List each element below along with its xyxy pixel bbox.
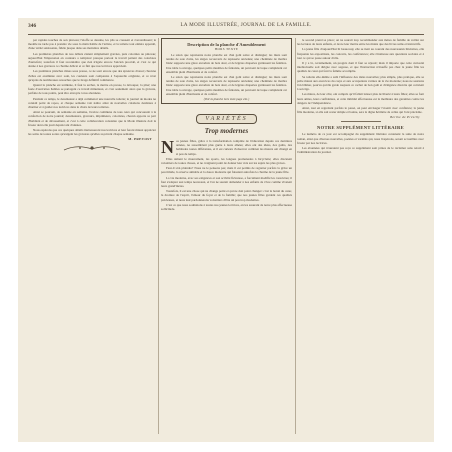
paragraph: Les premières planches mises sous presse, ce ne sont encore que des épreuves d'essai; chacune d'elles est examinée avec soin, les couleurs sont comparées à l'aquarelle originale, et ce n'est qu'après de nombreuses retouches que le tirage définitif commence. [28, 69, 156, 82]
lead-paragraph [161, 139, 292, 156]
article-title: Trop modernes [204, 127, 249, 136]
paragraph: Sa toilette elle-même a subi l'influence des idées nouvelles; plus simple, plus pratique, elle se prête mieux aux exercices du corps et aux occupations variées de la vie moderne; nous ne saurions l'en blâmer, pourvu qu'elle garde toujours ce cachet de bon goût et d'élégance discrète qui convient à son âge. [297, 74, 424, 92]
section-header [161, 107, 292, 125]
paragraph: La jeune fille d'aujourd'hui lit beaucoup; elle se tient au courant des nouveautés littéraires, elle fréquente les expositions, les concerts, les conférences; elle s'intéresse aux questions sociales et à tout ce qui se passe autour d'elle. [297, 47, 424, 60]
header-rule [28, 34, 424, 35]
paragraph: La vie moderne, avec ses exigences et son activité fiévreuse, a forcément modifié les caractères; il faut s'adapter aux temps nouveaux, et l'on ne saurait demander à nos enfants de vivre comme vivaient leurs grand'mères. [161, 175, 292, 189]
box-text: Le salon que représente notre planche est d'un goût sobre et distingué; les murs sont tendus de soie claire, les sièges recouverts de tapisserie ancienne; une cheminée de marbre blanc supporte une glace encadrée de bois doré, et de légères draperies garnissent les fenêtres. Une table à ouvrage, quelques petits meubles de fantaisie, un paravent de laque complètent cet ensemble plein d'harmonie et de confort. [166, 53, 287, 74]
paragraph: Les premières planches de nos débuts étaient simplement gravées, puis coloriées au pinceau; aujourd'hui l'impression en couleurs a remplacé presque partout le travail patient des coloristes d'autrefois; toutefois il faut reconnaître que rien n'égale encore l'ancien procédé, et c'est ce qui donne à nos gravures ce charme délicat et ce fini que nos lectrices apprécient. [28, 51, 156, 69]
column-divider [295, 38, 296, 434]
paragraph: Quand la planche est terminée, il faut la sécher, la mettre en presse, la découper, la plier; une foule d'ouvrières habiles se partagent ce travail minutieux, et c'est seulement alors que la gravure, parfaite de tous points, peut être envoyée à nos abonnées. [28, 83, 156, 96]
paragraph: Faut-il s'en plaindre? Nous ne le pensons pas; mais il est permis de regretter parfois la grâce un peu timide, la réserve aimable et la douce modestie qui faisaient autrefois le charme de la jeune fille. [161, 166, 292, 175]
paragraph: Toutefois, il est une chose qui ne change point et qui ne doit point changer: c'est la bonté du cœur, la droiture de l'esprit, l'amour du foyer et de la famille; que nos jeunes filles gardent ces qualités précieuses, et nous leur pardonnerons volontiers d'être un peu trop modernes. [161, 189, 292, 202]
author-signature: M. PREVOST [128, 137, 152, 142]
paragraph: C'est ce que nous souhaitons à toutes nos jeunes lectrices, en les assurant de notre plus affectueuse sollicitude. [161, 202, 292, 212]
right-column [297, 38, 424, 434]
paragraph: Ainsi, tout en regrettant parfois le passé, on peut envisager l'avenir avec confiance; la jeune fille moderne, si elle sait rester simple et bonne, sera la digne héritière de celles qui l'ont précédée. [297, 106, 424, 115]
drop-cap: N [161, 137, 174, 158]
paragraph: Ainsi se poursuit, de semaine en semaine, l'œuvre commune de tous ceux qui concourent à la confection de notre journal; dessinateurs, graveurs, imprimeurs, coloristes, chacun apporte sa part d'habileté et de dévouement, et c'est à cette collaboration constante que la Mode illustrée doit la faveur dont elle jouit depuis tant d'années. [28, 110, 156, 127]
bulletin-paragraph: Les abonnées qui n'auraient pas reçu ce supplément sont priées de le réclamer sans retard à l'administration du journal. [297, 146, 424, 155]
page-number: 346 [28, 23, 37, 29]
paragraph: le second prend sa place; on ne saurait trop recommander aux mères de famille de veiller sur les lectures de leurs enfants, et de ne leur mettre entre les mains que des livres sains et instructifs. [297, 38, 424, 47]
paragraph: par rapides touches de son pinceau; l'étoffe se dessine, les plis se creusent et s'arrondissent; le modèle ne tarde pas à prendre vie sous la main habile de l'artiste, et la toilette tout entière apparaît, d'une vérité saisissante, fidèle jusque dans ses moindres détails. [28, 38, 156, 51]
paragraph: Elles aiment le mouvement, les sports, les longues promenades à bicyclette; elles discutent volontiers de toutes choses, et ne craignent point de donner leur avis sur les sujets les plus graves. [161, 156, 292, 166]
furniture-plate-box [161, 38, 292, 104]
tailpiece-ornament [62, 143, 122, 153]
paragraph: Pendant ce temps, le dessinateur a déjà commencé une nouvelle toilette; le journal de modes ne connaît point de repos, et chaque semaine voit naître ainsi de nouvelles créations destinées à charmer et à guider nos lectrices dans le choix de leurs toilettes. [28, 96, 156, 110]
left-column [28, 38, 156, 434]
box-caption: (Voir la planche hors texte page 241.) [203, 97, 250, 102]
paragraph: Nous espérons que ces quelques détails intéresseront nos lectrices et leur feront mieux apprécier les soins de toutes sortes qu'exigent les gravures qu'elles reçoivent chaque semaine. [28, 128, 156, 137]
box-subtitle: HORS TEXTE [214, 47, 239, 51]
lead-text: os jeunes filles, grâce à la transformation complète de l'éducation depuis ces dernières années, ne ressemblent plus guère à leurs aînées; elles ont des idées, des goûts, des habitudes toutes différentes, et il est curieux d'observer combien les mœurs ont changé en si peu de temps. [176, 139, 292, 156]
bulletin-title: NOTRE SUPPLÉMENT LITTÉRAIRE [317, 125, 404, 131]
box-text: Le salon que représente notre planche est d'un goût sobre et distingué; les murs sont tendus de soie claire, les sièges recouverts de tapisserie ancienne; une cheminée de marbre blanc supporte une glace encadrée de bois doré, et de légères draperies garnissent les fenêtres. Une table à ouvrage, quelques petits meubles de fantaisie, un paravent de laque complètent cet ensemble plein d'harmonie et de confort. [166, 75, 287, 96]
bulletin-paragraph: Le numéro de ce jour est accompagné du supplément littéraire contenant la suite de notre roman, ainsi que diverses nouvelles, poésies et variétés qui, nous l'espérons, seront accueillies avec faveur par nos lectrices. [297, 132, 424, 145]
section-label: VARIÉTÉS [196, 114, 256, 124]
running-title: LA MODE ILLUSTRÉE, JOURNAL DE LA FAMILLE. [180, 23, 312, 28]
column-divider [158, 38, 159, 434]
separator-rule [341, 121, 381, 122]
newspaper-page [18, 18, 434, 442]
author-signature: Berthe de Présilly [390, 115, 420, 120]
box-title: Description de la planche d'Ameublement [187, 42, 266, 47]
paragraph: Les mères, de leur côté, ont compris qu'il fallait laisser plus de liberté à leurs filles; elles se font leurs amies, leurs confidentes, et cette intimité affectueuse est la meilleure des garanties contre les dangers de l'indépendance. [297, 92, 424, 105]
paragraph: Il y a là, certainement, un progrès dont il faut se réjouir; mais il importe que cette curiosité intellectuelle soit dirigée avec sagesse, et que l'instruction n'étouffe pas chez la jeune fille les qualités de cœur qui font la femme accomplie. [297, 61, 424, 74]
page-header [28, 23, 424, 33]
middle-column [161, 38, 292, 434]
